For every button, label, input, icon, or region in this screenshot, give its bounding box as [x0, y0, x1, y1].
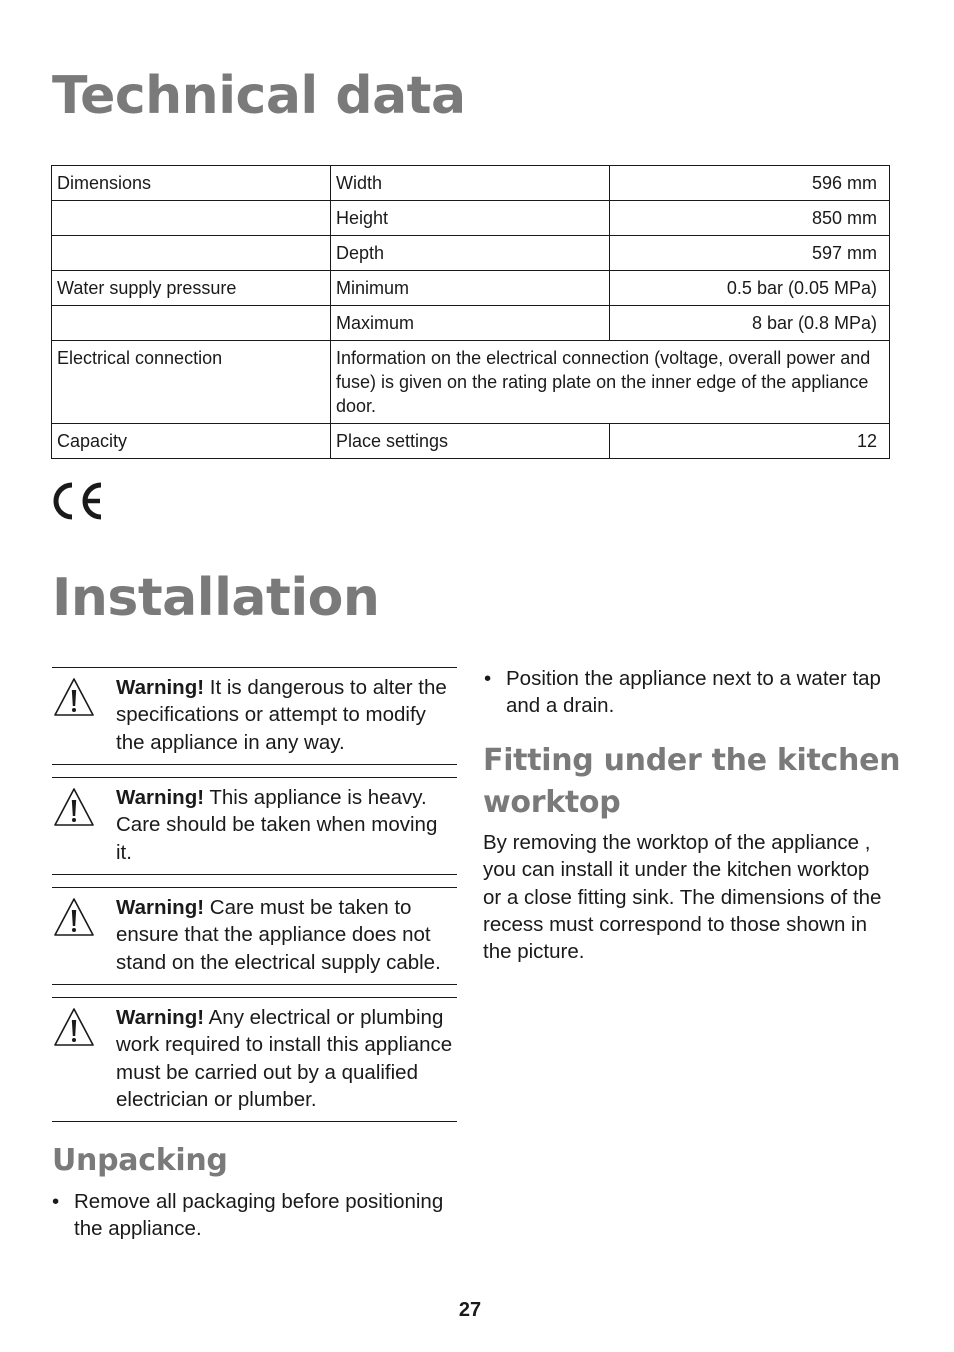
- warning-body: Care must be taken to ensure that the appliance does not stand on the electrical supply cable.: [116, 896, 441, 974]
- warning-body: It is dangerous to alter the specifications or attempt to modify the appliance in any way.: [116, 676, 447, 754]
- page-title-technical-data: Technical data: [52, 66, 466, 126]
- table-cell-value: 8 bar (0.8 MPa): [610, 306, 890, 341]
- warning-label: Warning!: [116, 1006, 205, 1029]
- warning-box: [52, 667, 457, 765]
- table-cell-param: Place settings: [331, 424, 610, 459]
- warning-label: Warning!: [116, 896, 205, 919]
- table-cell-value: 12: [610, 424, 890, 459]
- table-cell-label: Capacity: [52, 424, 331, 459]
- table-row: [52, 201, 890, 236]
- table-row: [52, 424, 890, 459]
- table-cell-label: [52, 306, 331, 341]
- ce-mark-icon: [52, 482, 104, 525]
- warning-text: [116, 784, 458, 866]
- page-number: 27: [458, 1299, 482, 1321]
- warning-body: This appliance is heavy. Care should be taken when moving it.: [116, 786, 438, 864]
- warning-text: [116, 1004, 458, 1113]
- warning-text: [116, 674, 458, 756]
- table-cell-param: Minimum: [331, 271, 610, 306]
- warning-label: Warning!: [116, 786, 205, 809]
- warning-box: [52, 887, 457, 985]
- table-cell-value: 0.5 bar (0.05 MPa): [610, 271, 890, 306]
- table-cell-param: Maximum: [331, 306, 610, 341]
- table-cell-label: Water supply pressure: [52, 271, 331, 306]
- list-item-text: Position the appliance next to a water tap and a drain.: [506, 667, 881, 718]
- warning-triangle-icon: [52, 786, 96, 833]
- table-row: [52, 271, 890, 306]
- table-cell-label: Dimensions: [52, 166, 331, 201]
- warning-triangle-icon: [52, 896, 96, 943]
- unpacking-heading: Unpacking: [52, 1143, 228, 1178]
- table-cell-label: Electrical connection: [52, 341, 331, 424]
- table-cell-value: 596 mm: [610, 166, 890, 201]
- fitting-paragraph: By removing the worktop of the appliance , you can install it under the kitchen worktop or a close fitting sink. The dimensions of the recess must correspond to those shown in the picture.: [483, 831, 882, 964]
- warning-box: [52, 777, 457, 875]
- bullet-icon: •: [484, 667, 492, 690]
- warning-box: [52, 997, 457, 1122]
- table-row: [52, 166, 890, 201]
- table-cell-electrical-info: Information on the electrical connection (voltage, overall power and fuse) is given on the rating plate on the inner edge of the appliance door.: [331, 341, 890, 424]
- table-cell-value: 850 mm: [610, 201, 890, 236]
- fitting-heading: Fitting under the kitchen worktop: [483, 743, 901, 820]
- table-cell-label: [52, 201, 331, 236]
- warning-label: Warning!: [116, 676, 205, 699]
- bullet-icon: •: [52, 1190, 60, 1213]
- table-cell-param: Width: [331, 166, 610, 201]
- warning-triangle-icon: [52, 676, 96, 723]
- page-title-installation: Installation: [52, 568, 380, 628]
- warning-triangle-icon: [52, 1006, 96, 1053]
- table-row: [52, 306, 890, 341]
- table-row: [52, 341, 890, 424]
- table-row: [52, 236, 890, 271]
- table-cell-param: Height: [331, 201, 610, 236]
- list-item-text: Remove all packaging before positioning the appliance.: [74, 1190, 444, 1241]
- technical-data-table: [51, 165, 890, 459]
- table-cell-param: Depth: [331, 236, 610, 271]
- warning-body: Any electrical or plumbing work required to install this appliance must be carried out by a qualified electrician or plumber.: [116, 1006, 453, 1111]
- table-cell-value: 597 mm: [610, 236, 890, 271]
- table-cell-label: [52, 236, 331, 271]
- warning-text: [116, 894, 458, 976]
